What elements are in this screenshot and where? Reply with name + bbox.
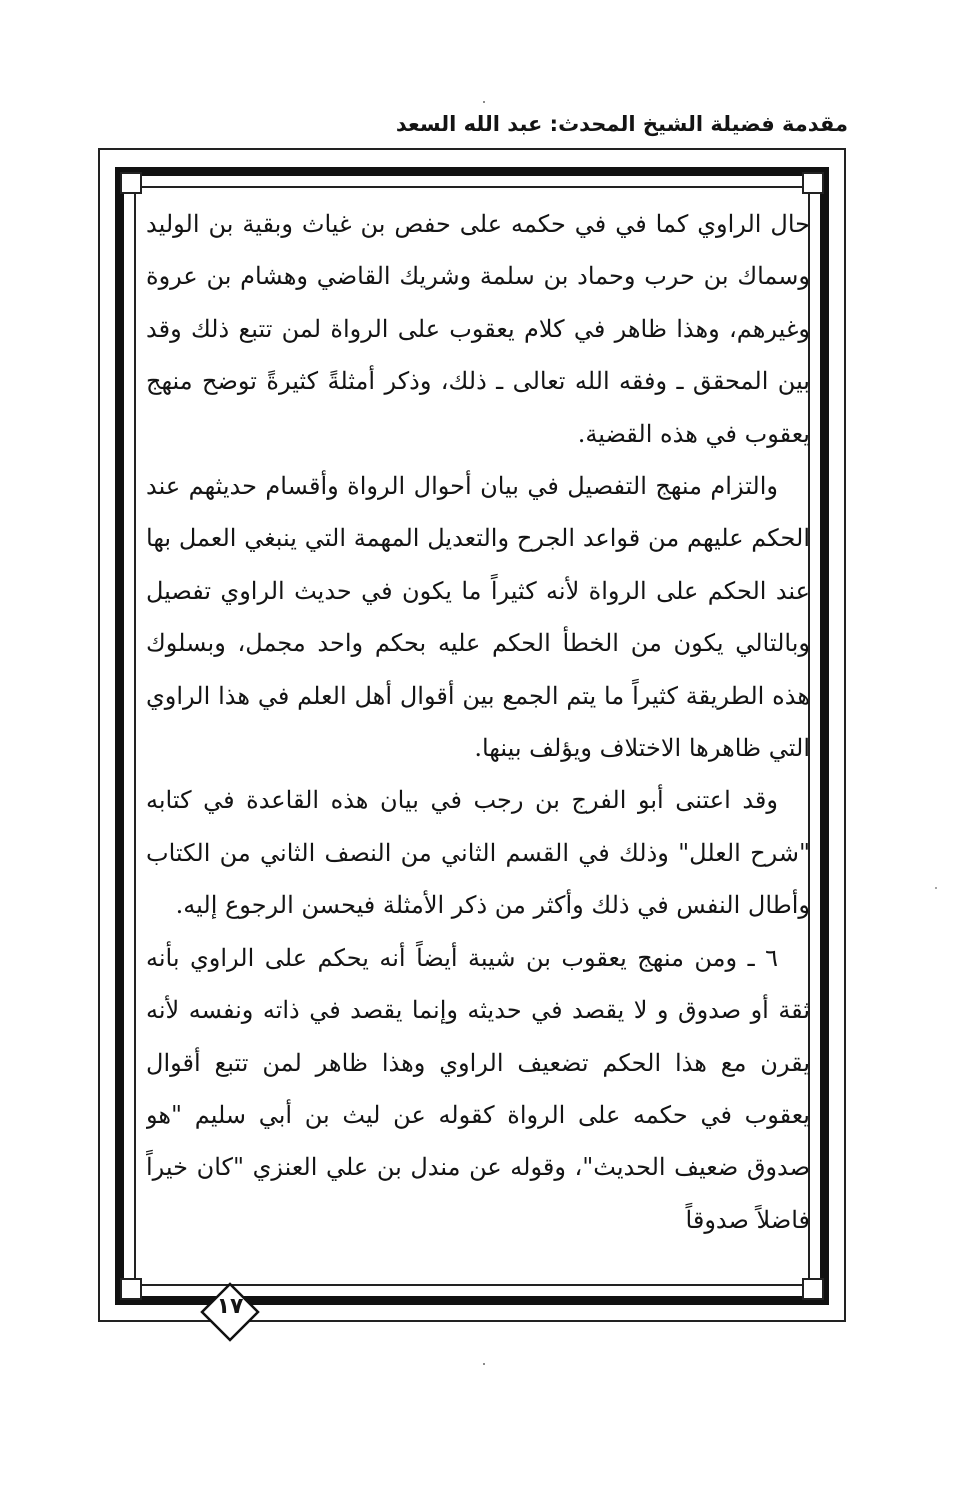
paragraph: حال الراوي كما في في حكمه على حفص بن غياث وبقية بن الوليد وسماك بن حرب وحماد بن سلمة وشريك القاضي وهشام بن عروة وغيرهم، وهذا ظاهر في كلام يعقوب على الرواة لمن تتبع ذلك وقد بين المحقق ـ وفقه الله تعالى ـ ذلك، وذكر أمثلةً كثيرةً توضح منهج يعقوب في هذه القضية. xyxy=(146,210,810,448)
paragraph: ٦ ـ ومن منهج يعقوب بن شيبة أيضاً أنه يحكم على الراوي بأنه ثقة أو صدوق و لا يقصد في حديثه وإنما يقصد في ذاته ونفسه لأنه يقرن مع هذا الحكم تضعيف الراوي وهذا ظاهر لمن تتبع أقوال يعقوب في حكمه على الرواة كقوله عن ليث بن أبي سليم "هو صدوق ضعيف الحديث"، وقوله عن مندل بن علي العنزي "كان خيراً فاضلاً صدوقاً xyxy=(146,943,810,1234)
paragraph: وقد اعتنى أبو الفرج بن رجب في بيان هذه القاعدة في كتابه "شرح العلل" وذلك في القسم الثاني من النصف الثاني من الكتاب وأطال النفس في ذلك وأكثر من ذكر الأمثلة فيحسن الرجوع إليه. xyxy=(146,786,810,920)
page-number: ١٧ xyxy=(216,1294,244,1319)
running-header: مقدمة فضيلة الشيخ المحدث: عبد الله السعد xyxy=(395,112,848,136)
paragraph: والتزام منهج التفصيل في بيان أحوال الرواة وأقسام حديثهم عند الحكم عليهم من قواعد الجرح والتعديل المهمة التي ينبغي العمل بها عند الحكم على الرواة لأنه كثيراً ما يكون في حديث الراوي تفصيل وبالتالي يكون من الخطأ الحكم عليه بحكم واحد مجمل، وبسلوك هذه الطريقة كثيراً ما يتم الجمع بين أقوال أهل العلم في هذا الراوي التي ظاهرها الاختلاف ويؤلف بينها. xyxy=(146,472,810,763)
